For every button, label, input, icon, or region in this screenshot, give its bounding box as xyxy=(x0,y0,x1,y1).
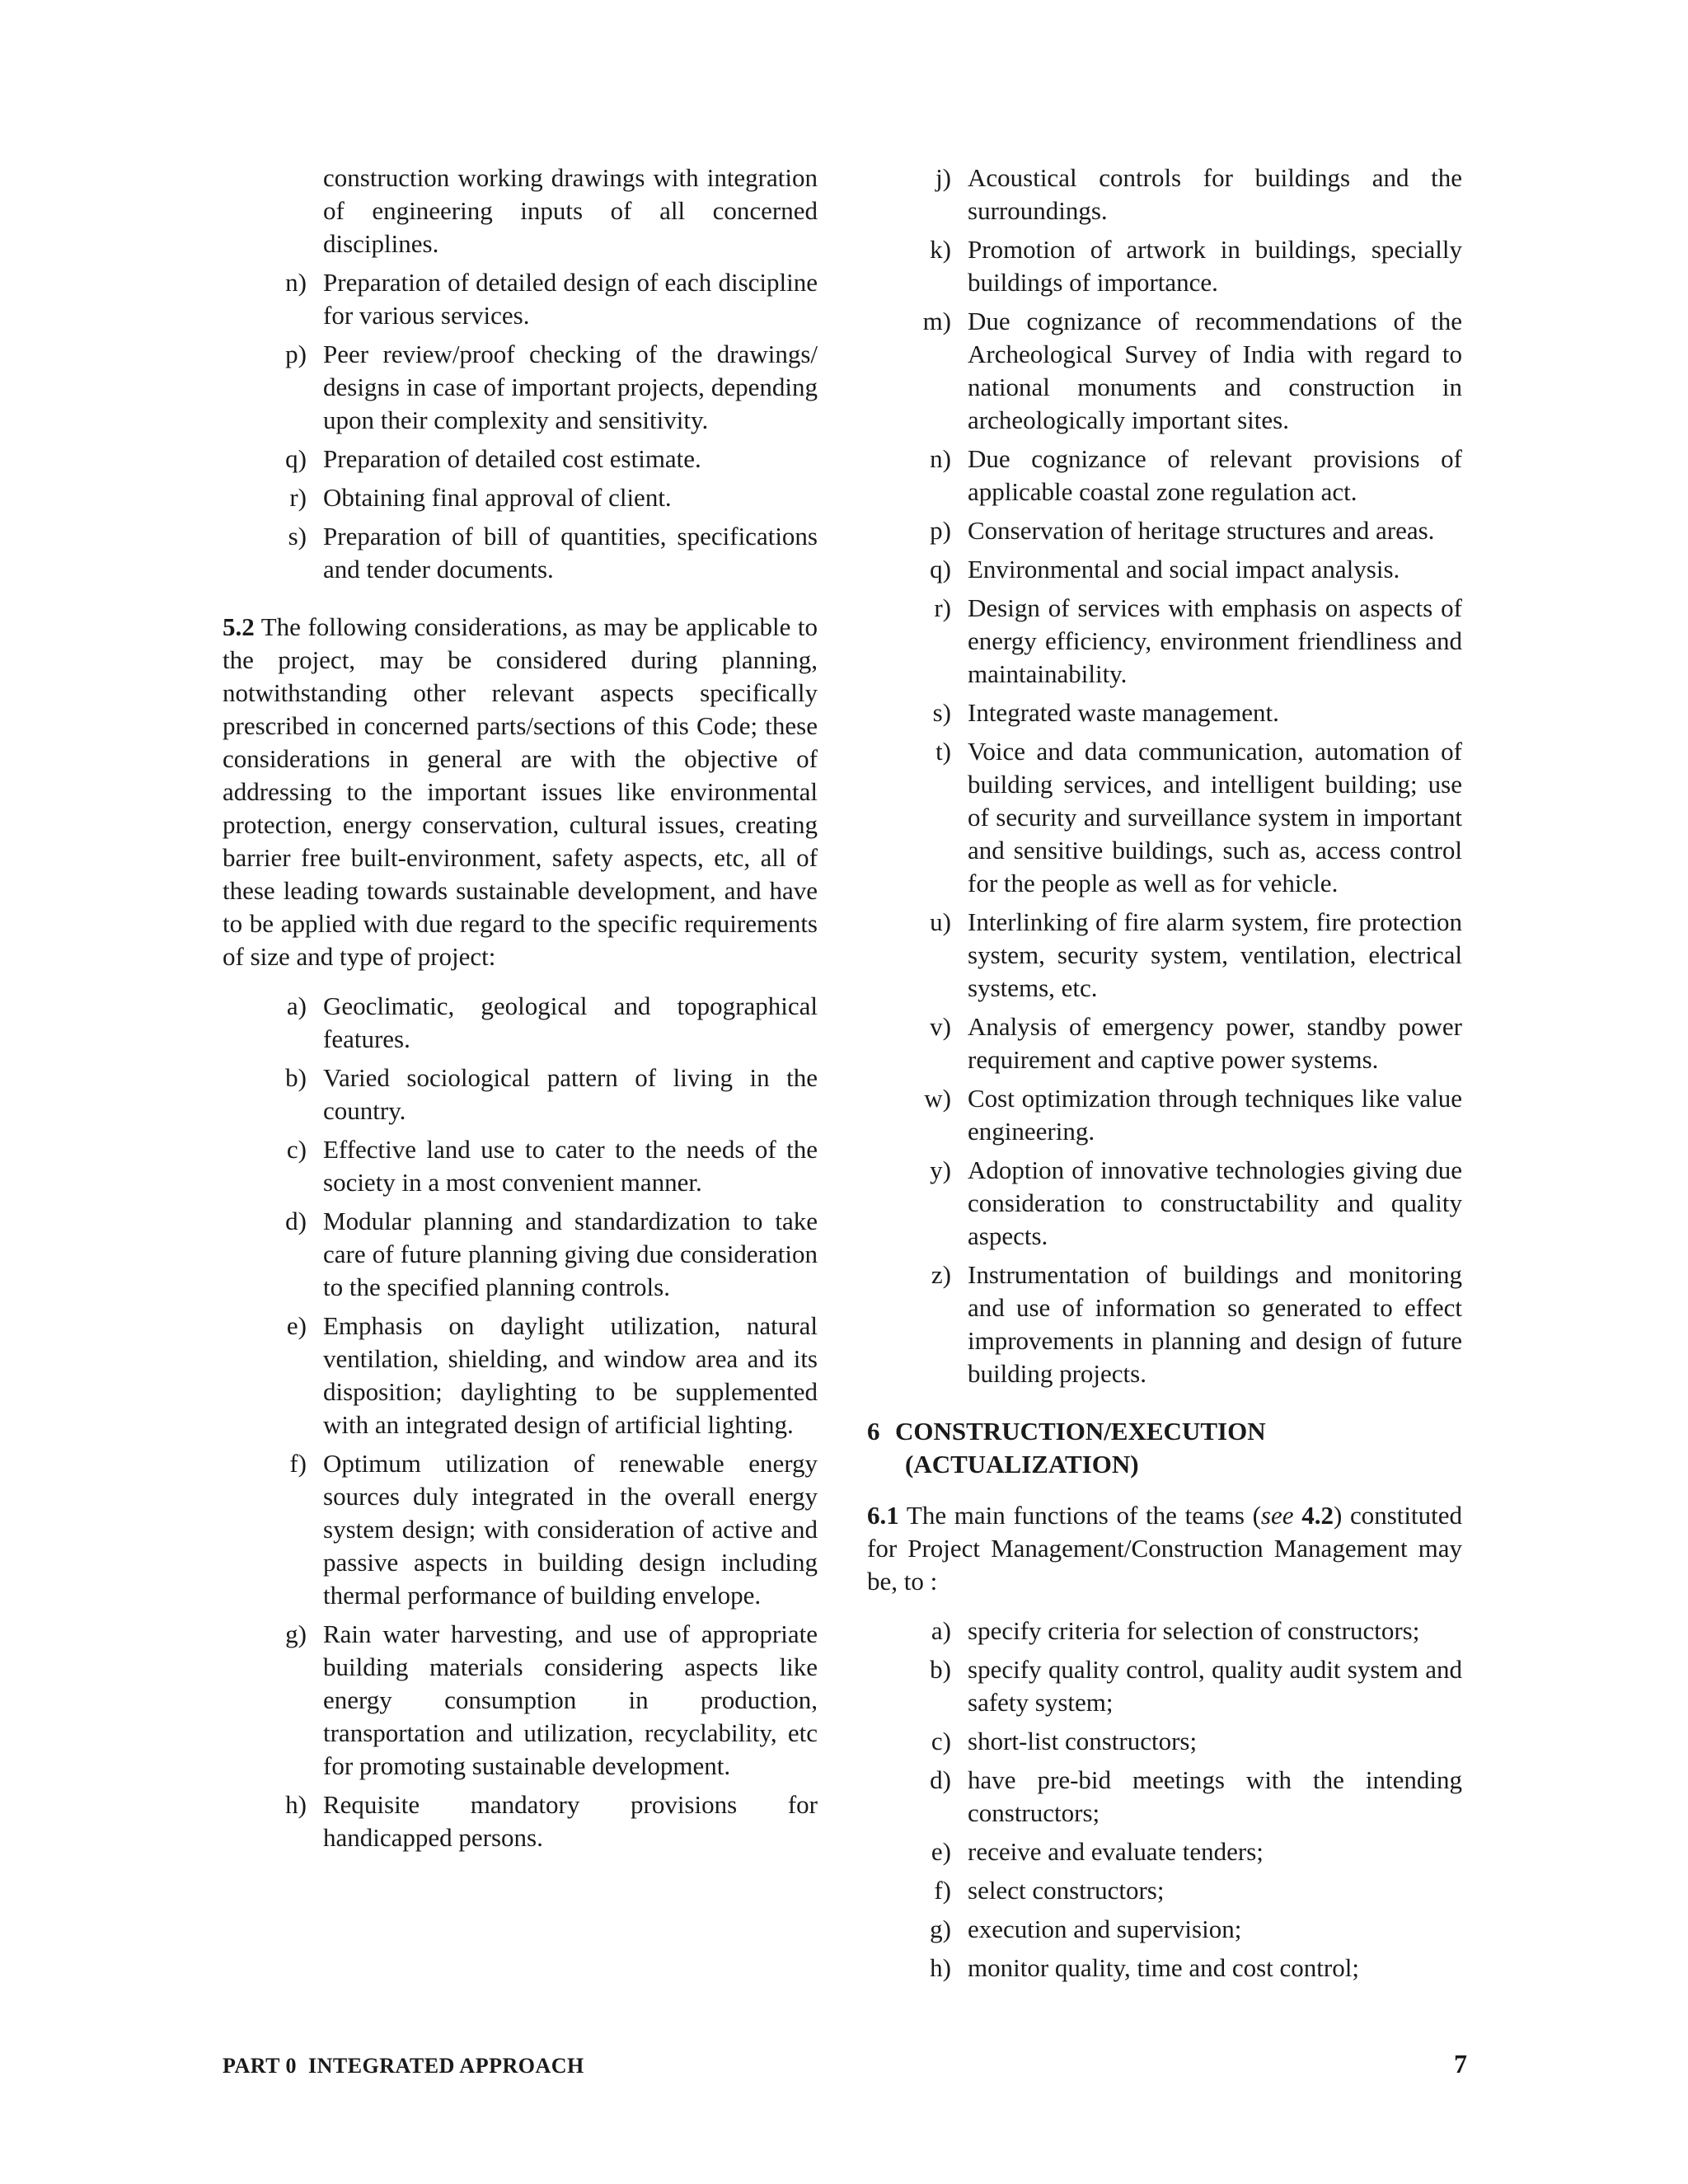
list-item xyxy=(867,1952,1462,1985)
list-item-text: Geoclimatic, geological and topographical features. xyxy=(323,991,818,1053)
list-item-label: q) xyxy=(930,555,951,583)
list-item-label: g) xyxy=(930,1915,951,1943)
list-item-text: Analysis of emergency power, standby power requirement and captive power systems. xyxy=(968,1012,1462,1074)
list-item xyxy=(223,1788,818,1854)
list-item-label: r) xyxy=(934,593,951,622)
list-item xyxy=(867,1725,1462,1758)
list-item-text: Preparation of detailed cost estimate. xyxy=(323,444,701,473)
list-item-label: z) xyxy=(931,1260,951,1289)
list-item xyxy=(223,520,818,586)
list-item-label: d) xyxy=(930,1765,951,1794)
list-item xyxy=(867,592,1462,691)
list-item-text: Acoustical controls for buildings and the surroundings. xyxy=(968,163,1462,225)
list-item-text: Environmental and social impact analysis. xyxy=(968,555,1400,583)
list-item-text: Preparation of detailed design of each discipline for various services. xyxy=(323,268,818,330)
continuation-text: construction working drawings with integration of engineering inputs of all concerned disciplines. xyxy=(323,163,818,258)
list-item xyxy=(867,514,1462,547)
list-item xyxy=(867,1653,1462,1719)
list-item-label: w) xyxy=(924,1084,951,1113)
list-item-label: e) xyxy=(931,1837,951,1866)
list-item xyxy=(867,305,1462,437)
list-item-label: n) xyxy=(930,444,951,473)
list-item-text: specify criteria for selection of constructors; xyxy=(968,1616,1420,1645)
paragraph-text-before: The main functions of the teams ( xyxy=(906,1501,1261,1530)
paragraph-6-1 xyxy=(867,1499,1462,1598)
list-item-text: short-list constructors; xyxy=(968,1727,1198,1755)
section-heading-6 xyxy=(867,1415,1462,1481)
section-title-line2: (ACTUALIZATION) xyxy=(905,1450,1139,1479)
list-item-label: s) xyxy=(288,522,307,551)
list-item xyxy=(223,266,818,332)
section-number: 6 xyxy=(867,1417,880,1446)
list-item-text: Modular planning and standardization to take care of future planning giving due consideration to the specified planning controls. xyxy=(323,1207,818,1301)
list-item xyxy=(867,553,1462,586)
list-item xyxy=(867,1154,1462,1253)
list-item xyxy=(223,1310,818,1441)
list-item-label: a) xyxy=(931,1616,951,1645)
list-item-text: Conservation of heritage structures and areas. xyxy=(968,516,1435,545)
list-item-label: r) xyxy=(289,483,307,512)
list-5-2-a-to-h xyxy=(223,990,818,1854)
paragraph-text-after: ) constituted for Project Management/Construction Management may be, to : xyxy=(867,1501,1462,1596)
list-6-1-a-to-h xyxy=(867,1615,1462,1985)
list-item-label: b) xyxy=(285,1063,307,1092)
list-item-text: Requisite mandatory provisions for handicapped persons. xyxy=(323,1790,818,1852)
list-item xyxy=(867,443,1462,509)
list-item xyxy=(223,1618,818,1783)
paragraph-5-2 xyxy=(223,611,818,973)
list-item-text: Effective land use to cater to the needs of the society in a most convenient manner. xyxy=(323,1135,818,1197)
list-item xyxy=(867,906,1462,1005)
list-item-label: h) xyxy=(930,1953,951,1982)
list-item xyxy=(223,481,818,514)
list-5-2-j-to-z xyxy=(867,162,1462,1390)
list-item xyxy=(223,1062,818,1127)
right-column xyxy=(867,162,1462,1990)
list-item-text: have pre-bid meetings with the intending constructors; xyxy=(968,1765,1462,1827)
list-item-label: k) xyxy=(930,235,951,264)
list-item-label: c) xyxy=(931,1727,951,1755)
list-item xyxy=(867,1835,1462,1868)
list-item xyxy=(867,162,1462,227)
list-item-label: c) xyxy=(286,1135,307,1164)
list-item-label: s) xyxy=(932,698,951,727)
list-item-text: Interlinking of fire alarm system, fire protection system, security system, ventilation, electrical systems, etc. xyxy=(968,907,1462,1002)
list-item-text: execution and supervision; xyxy=(968,1915,1242,1943)
list-item-label: j) xyxy=(935,163,951,192)
list-item-text: Due cognizance of recommendations of the Archeological Survey of India with regard to national monuments and construction in archeologically important sites. xyxy=(968,307,1462,434)
page-number: 7 xyxy=(1454,2049,1467,2079)
list-item xyxy=(223,1447,818,1612)
paragraph-text: The following considerations, as may be applicable to the project, may be considered during planning, notwithstanding other relevant aspects specifically prescribed in concerned parts/sections of this Code; these considerations in general are with the objective of addressing to the important issues like environmental protection, energy conservation, cultural issues, creating barrier free built-environment, safety aspects, etc, all of these leading towards sustainable development, and have to be applied with due regard to the specific requirements of size and type of project: xyxy=(223,612,818,971)
list-item-label: f) xyxy=(934,1876,951,1905)
list-item-label: f) xyxy=(289,1449,307,1478)
list-item-label: v) xyxy=(930,1012,951,1041)
list-item-label: b) xyxy=(930,1655,951,1684)
list-item-label: y) xyxy=(930,1155,951,1184)
list-item xyxy=(223,1205,818,1304)
list-item xyxy=(223,443,818,476)
list-item xyxy=(223,1133,818,1199)
list-item-label: t) xyxy=(935,737,951,766)
list-item-label: q) xyxy=(285,444,307,473)
list-item-text: Adoption of innovative technologies giving due consideration to constructability and quality aspects. xyxy=(968,1155,1462,1250)
list-item-text: Obtaining final approval of client. xyxy=(323,483,672,512)
list-item xyxy=(867,1874,1462,1907)
list-item xyxy=(867,1258,1462,1390)
list-item-text: Varied sociological pattern of living in the country. xyxy=(323,1063,818,1125)
list-item-text: Emphasis on daylight utilization, natural ventilation, shielding, and window area and its disposition; daylighting to be supplemented with an integrated design of artificial lighting. xyxy=(323,1311,818,1439)
list-item xyxy=(867,233,1462,299)
left-column xyxy=(223,162,818,1860)
list-item xyxy=(223,990,818,1056)
list-item xyxy=(867,1764,1462,1830)
list-item-label: h) xyxy=(285,1790,307,1819)
list-n-to-s xyxy=(223,266,818,586)
list-item-text: Cost optimization through techniques like value engineering. xyxy=(968,1084,1462,1146)
section-title-line1: CONSTRUCTION/EXECUTION xyxy=(895,1417,1266,1446)
list-item-text: monitor quality, time and cost control; xyxy=(968,1953,1359,1982)
list-item xyxy=(867,696,1462,729)
list-item-text: Design of services with emphasis on aspects of energy efficiency, environment friendliness and maintainability. xyxy=(968,593,1462,688)
list-item-text: Promotion of artwork in buildings, specially buildings of importance. xyxy=(968,235,1462,297)
list-item-label: p) xyxy=(930,516,951,545)
list-item-text: Due cognizance of relevant provisions of applicable coastal zone regulation act. xyxy=(968,444,1462,506)
list-item xyxy=(223,338,818,437)
clause-reference: 4.2 xyxy=(1301,1501,1334,1530)
list-item-label: p) xyxy=(285,340,307,368)
list-item-text: Rain water harvesting, and use of appropriate building materials considering aspects like energy consumption in production, transportation and utilization, recyclability, etc for promoting sustainable development. xyxy=(323,1619,818,1780)
list-item-text: Voice and data communication, automation of building services, and intelligent building; use of security and surveillance system in important and sensitive buildings, such as, access control for the people as well as for vehicle. xyxy=(968,737,1462,898)
list-item-text: Preparation of bill of quantities, specifications and tender documents. xyxy=(323,522,818,583)
list-item-text: Integrated waste management. xyxy=(968,698,1279,727)
list-item-label: n) xyxy=(285,268,307,297)
list-item-text: Instrumentation of buildings and monitoring and use of information so generated to effect improvements in planning and design of future building projects. xyxy=(968,1260,1462,1388)
clause-number: 6.1 xyxy=(867,1501,899,1530)
list-item-label: d) xyxy=(285,1207,307,1235)
running-footer: PART 0 INTEGRATED APPROACH xyxy=(223,2054,584,2078)
clause-number: 5.2 xyxy=(223,612,255,641)
list-item-text: Optimum utilization of renewable energy sources duly integrated in the overall energy system design; with consideration of active and passive aspects in building design including thermal performance of building envelope. xyxy=(323,1449,818,1610)
list-item xyxy=(867,1010,1462,1076)
list-item-label: m) xyxy=(922,307,951,335)
list-item xyxy=(867,735,1462,900)
list-item-label: e) xyxy=(286,1311,307,1340)
list-item xyxy=(867,1615,1462,1647)
list-item xyxy=(867,1913,1462,1946)
list-item-text: Peer review/proof checking of the drawings/ designs in case of important projects, depending upon their complexity and sensitivity. xyxy=(323,340,818,434)
list-item-label: g) xyxy=(285,1619,307,1648)
list-item-text: select constructors; xyxy=(968,1876,1165,1905)
list-item-label: u) xyxy=(930,907,951,936)
list-item xyxy=(867,1082,1462,1148)
list-item-text: specify quality control, quality audit system and safety system; xyxy=(968,1655,1462,1717)
list-item-label: a) xyxy=(286,991,307,1020)
see-reference-word: see xyxy=(1260,1501,1294,1530)
list-item-text: receive and evaluate tenders; xyxy=(968,1837,1264,1866)
